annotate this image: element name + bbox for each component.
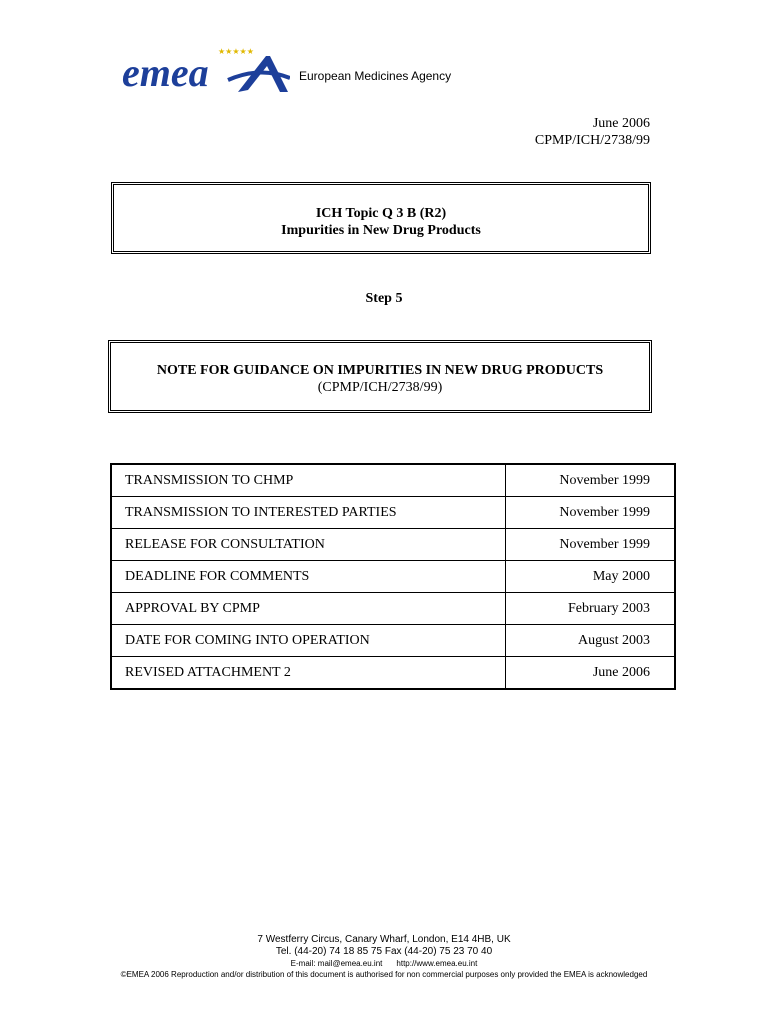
footer-address: 7 Westferry Circus, Canary Wharf, London, E14 4HB, UK xyxy=(257,934,511,945)
footer-email[interactable]: E-mail: mail@emea.eu.int xyxy=(290,959,383,968)
table-row xyxy=(111,561,675,593)
schedule-label: REVISED ATTACHMENT 2 xyxy=(111,657,506,690)
agency-name: European Medicines Agency xyxy=(299,69,452,83)
footer-website[interactable]: http://www.emea.eu.int xyxy=(396,959,478,968)
topic-subtitle: Impurities in New Drug Products xyxy=(281,223,481,238)
eu-stars xyxy=(218,47,254,56)
schedule-table xyxy=(110,463,676,690)
schedule-label: TRANSMISSION TO INTERESTED PARTIES xyxy=(111,497,506,529)
table-row xyxy=(111,657,675,690)
schedule-date: November 1999 xyxy=(506,497,676,529)
schedule-date: May 2000 xyxy=(506,561,676,593)
schedule-label: TRANSMISSION TO CHMP xyxy=(111,464,506,497)
schedule-date: November 1999 xyxy=(506,464,676,497)
guidance-title: NOTE FOR GUIDANCE ON IMPURITIES IN NEW DRUG PRODUCTS xyxy=(156,363,604,378)
schedule-date: June 2006 xyxy=(506,657,676,690)
table-row xyxy=(111,625,675,657)
emea-logo-graphic xyxy=(120,42,290,98)
table-row xyxy=(111,593,675,625)
schedule-date: August 2003 xyxy=(506,625,676,657)
footer-copyright: ©EMEA 2006 Reproduction and/or distribution of this document is authorised for non commercial purposes only provided the EMEA is acknowledged xyxy=(120,970,648,979)
schedule-label: APPROVAL BY CPMP xyxy=(111,593,506,625)
page-footer xyxy=(0,934,768,980)
table-row xyxy=(111,497,675,529)
table-row xyxy=(111,529,675,561)
schedule-date: February 2003 xyxy=(506,593,676,625)
svg-text:★★★★★: ★★★★★ xyxy=(218,47,254,56)
step-label: Step 5 xyxy=(365,291,403,306)
emea-logo xyxy=(120,42,290,98)
schedule-label: DEADLINE FOR COMMENTS xyxy=(111,561,506,593)
guidance-reference: (CPMP/ICH/2738/99) xyxy=(317,380,443,395)
logo-wordmark: emea xyxy=(122,50,209,95)
table-row xyxy=(111,464,675,497)
guidance-box xyxy=(108,340,652,413)
footer-phone-fax: Tel. (44-20) 74 18 85 75 Fax (44-20) 75 23 70 40 xyxy=(275,946,493,957)
schedule-label: RELEASE FOR CONSULTATION xyxy=(111,529,506,561)
topic-box xyxy=(111,182,651,254)
document-date: June 2006 xyxy=(592,116,650,131)
document-reference: CPMP/ICH/2738/99 xyxy=(534,133,650,148)
footer-contact xyxy=(0,958,768,969)
schedule-date: November 1999 xyxy=(506,529,676,561)
schedule-label: DATE FOR COMING INTO OPERATION xyxy=(111,625,506,657)
document-date-block xyxy=(535,115,650,149)
topic-title: ICH Topic Q 3 B (R2) xyxy=(315,206,447,221)
